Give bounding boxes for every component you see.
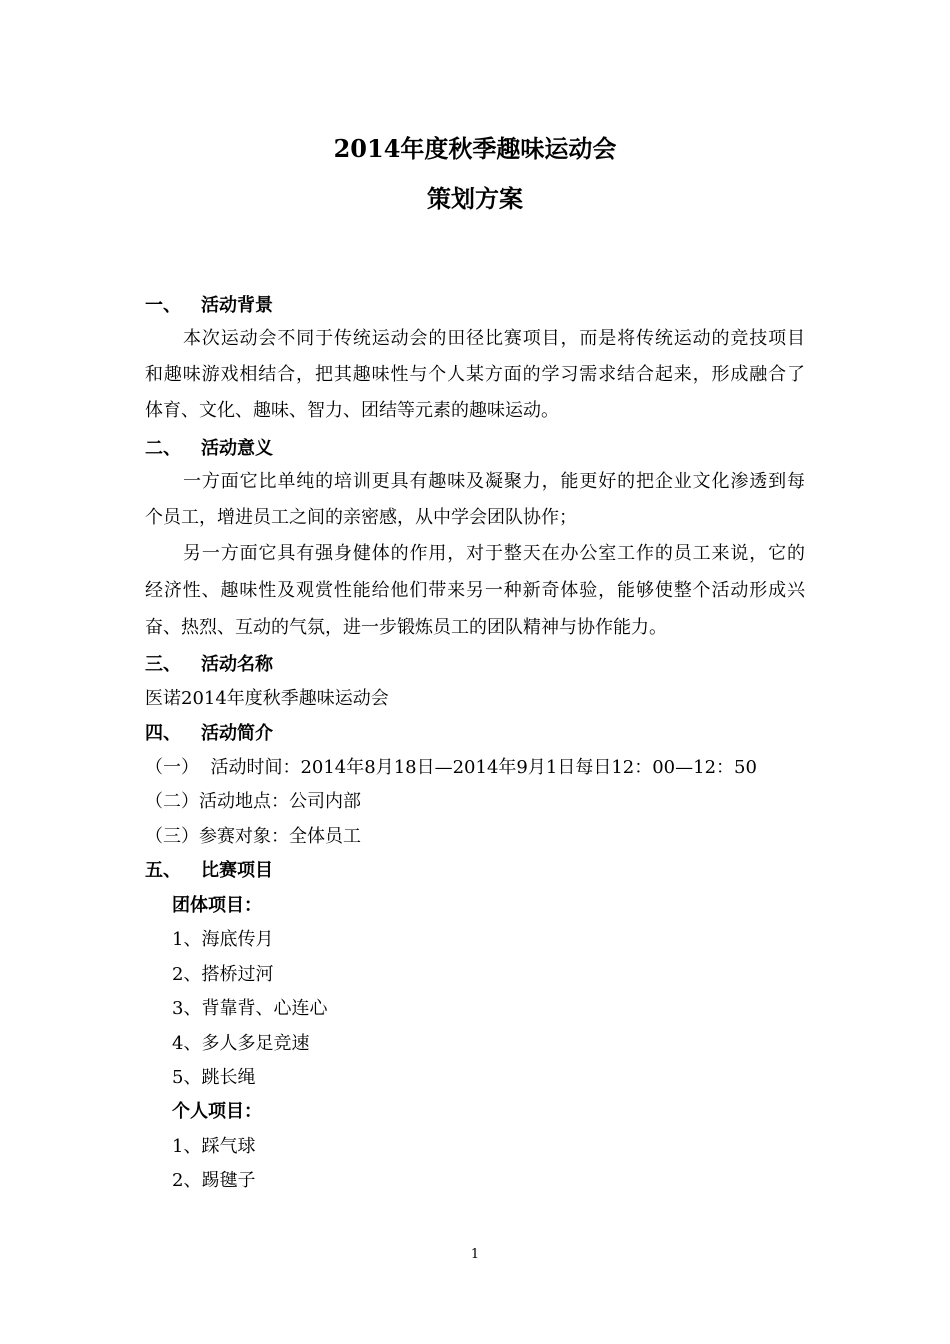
event-name: 医诺2014年度秋季趣味运动会	[145, 688, 389, 709]
section-title: 活动意义	[201, 438, 273, 459]
team-events-label: 团体项目：	[172, 895, 262, 916]
section-number: 三、	[145, 654, 181, 675]
section-heading-events	[145, 860, 273, 882]
section-title: 活动简介	[201, 723, 273, 744]
individual-events-label: 个人项目：	[172, 1101, 262, 1122]
section-number: 一、	[145, 295, 181, 316]
event-location: （二）活动地点：公司内部	[145, 791, 361, 812]
list-item: 3、背靠背、心连心	[172, 998, 328, 1019]
paragraph-line: 经济性、趣味性及观赏性能给他们带来另一种新奇体验，能够使整个活动形成兴	[145, 580, 805, 601]
section-number: 二、	[145, 438, 181, 459]
list-item: 2、搭桥过河	[172, 964, 274, 985]
paragraph-line: 和趣味游戏相结合，把其趣味性与个人某方面的学习需求结合起来，形成融合了	[145, 364, 805, 385]
section-title: 比赛项目	[201, 860, 273, 881]
list-item: 2、踢毽子	[172, 1170, 256, 1191]
section-title: 活动背景	[201, 295, 273, 316]
paragraph-line: 奋、热烈、互动的气氛，进一步锻炼员工的团队精神与协作能力。	[145, 617, 667, 638]
page-number: 1	[470, 1247, 480, 1262]
event-time: （一） 活动时间：2014年8月18日—2014年9月1日每日12：00—12：50	[145, 757, 757, 778]
section-heading-significance	[145, 438, 273, 460]
document-subtitle: 策划方案	[427, 184, 523, 213]
list-item: 1、踩气球	[172, 1136, 256, 1157]
paragraph-line: 另一方面它具有强身健体的作用，对于整天在办公室工作的员工来说，它的	[183, 543, 805, 564]
paragraph-line: 一方面它比单纯的培训更具有趣味及凝聚力，能更好的把企业文化渗透到每	[183, 471, 805, 492]
list-item: 1、海底传月	[172, 929, 274, 950]
event-participants: （三）参赛对象：全体员工	[145, 826, 361, 847]
section-number: 四、	[145, 723, 181, 744]
document-title: 2014年度秋季趣味运动会	[333, 134, 617, 163]
list-item: 5、跳长绳	[172, 1067, 256, 1088]
paragraph-line: 个员工，增进员工之间的亲密感，从中学会团队协作；	[145, 507, 577, 528]
paragraph-line: 体育、文化、趣味、智力、团结等元素的趣味运动。	[145, 400, 559, 421]
section-heading-name	[145, 654, 273, 676]
paragraph-line: 本次运动会不同于传统运动会的田径比赛项目，而是将传统运动的竞技项目	[183, 328, 805, 349]
section-number: 五、	[145, 860, 181, 881]
list-item: 4、多人多足竞速	[172, 1033, 310, 1054]
section-heading-overview	[145, 723, 273, 745]
section-heading-background	[145, 295, 273, 317]
section-title: 活动名称	[201, 654, 273, 675]
